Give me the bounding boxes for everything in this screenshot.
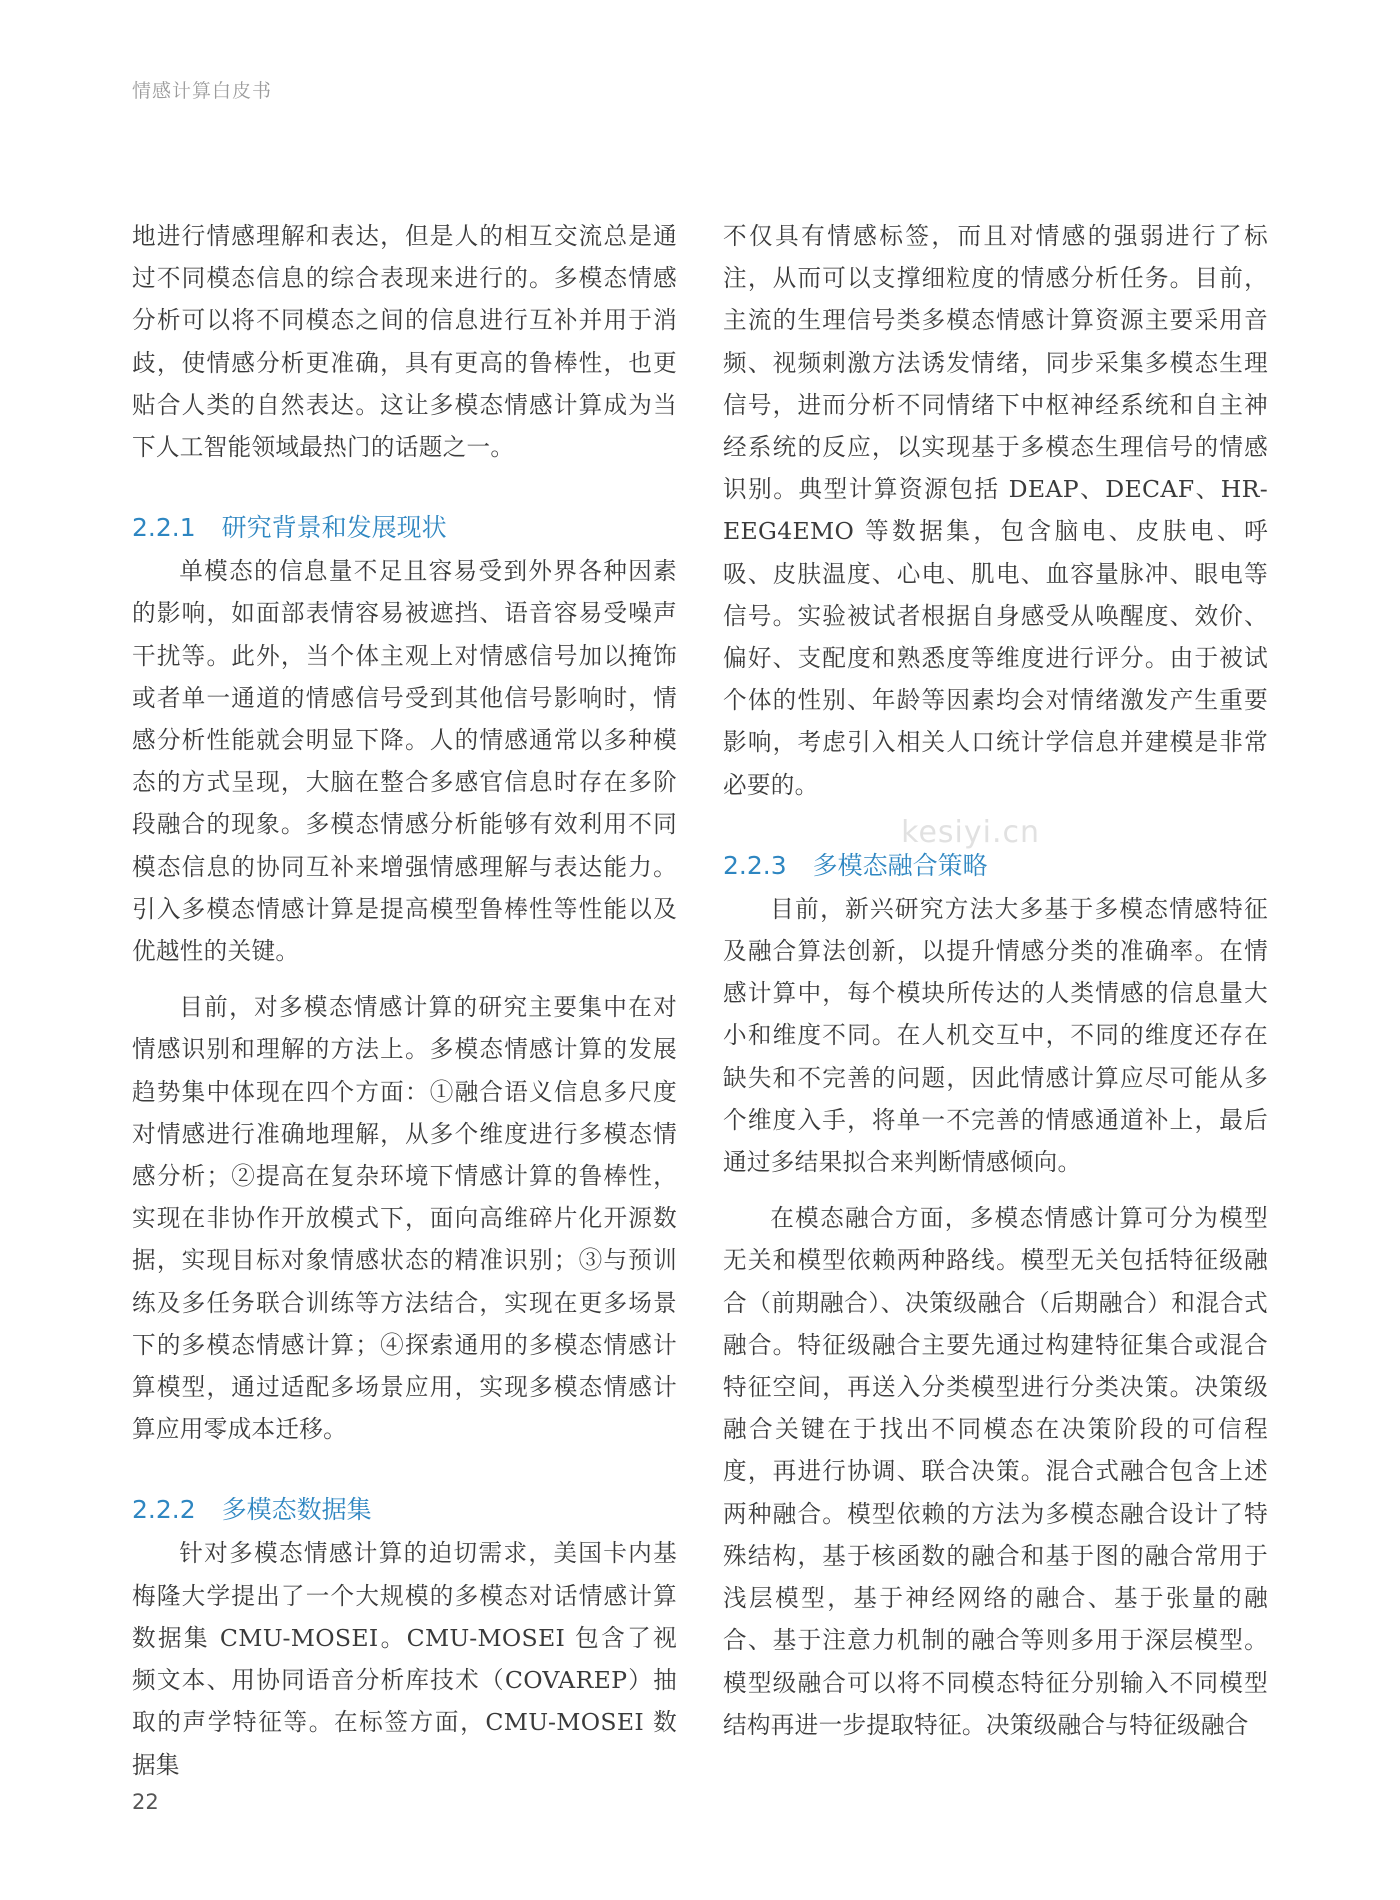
section-title: 研究背景和发展现状 (221, 513, 447, 543)
paragraph: 目前，新兴研究方法大多基于多模态情感特征及融合算法创新，以提升情感分类的准确率。在情感计算中，每个模块所传达的人类情感的信息量大小和维度不同。在人机交互中，不同的维度还存在缺失和不完善的问题，因此情感计算应尽可能从多个维度入手，将单一不完善的情感通道补上，最后通过多结果拟合来判断情感倾向。 (723, 894, 1268, 1177)
paragraph: 不仅具有情感标签，而且对情感的强弱进行了标注，从而可以支撑细粒度的情感分析任务。目前，主流的生理信号类多模态情感计算资源主要采用音频、视频刺激方法诱发情绪，同步采集多模态生理信号，进而分析不同情绪下中枢神经系统和自主神经系统的反应，以实现基于多模态生理信号的情感识别。典型计算资源包括 DEAP、DECAF、HR-EEG4EMO 等数据集，包含脑电、皮肤电、呼吸、皮肤温度、心电、肌电、血容量脉冲、眼电等信号。实验被试者根据自身感受从唤醒度、效价、偏好、支配度和熟悉度等维度进行评分。由于被试个体的性别、年龄等因素均会对情绪激发产生重要影响，考虑引入相关人口统计学信息并建模是非常必要的。 (723, 222, 1268, 799)
paragraph: 在模态融合方面，多模态情感计算可分为模型无关和模型依赖两种路线。模型无关包括特征级融合（前期融合）、决策级融合（后期融合）和混合式融合。特征级融合主要先通过构建特征集合或混合特征空间，再送入分类模型进行分类决策。决策级融合关键在于找出不同模态在决策阶段的可信程度，再进行协调、联合决策。混合式融合包含上述两种融合。模型依赖的方法为多模态融合设计了特殊结构，基于核函数的融合和基于图的融合常用于浅层模型，基于神经网络的融合、基于张量的融合、基于注意力机制的融合等则多用于深层模型。模型级融合可以将不同模态特征分别输入不同模型结构再进一步提取特征。决策级融合与特征级融合 (723, 1204, 1268, 1739)
section-title: 多模态数据集 (221, 1495, 372, 1525)
section-number: 2.2.2 (132, 1495, 196, 1525)
paragraph: 针对多模态情感计算的迫切需求，美国卡内基梅隆大学提出了一个大规模的多模态对话情感计算数据集 CMU-MOSEI。CMU-MOSEI 包含了视频文本、用协同语音分析库技术（COVAREP）抽取的声学特征等。在标签方面，CMU-MOSEI 数据集 (132, 1539, 677, 1779)
section-heading-2-2-3 (723, 844, 1268, 888)
paragraph: 单模态的信息量不足且容易受到外界各种因素的影响，如面部表情容易被遮挡、语音容易受噪声干扰等。此外，当个体主观上对情感信号加以掩饰或者单一通道的情感信号受到其他信号影响时，情感分析性能就会明显下降。人的情感通常以多种模态的方式呈现，大脑在整合多感官信息时存在多阶段融合的现象。多模态情感分析能够有效利用不同模态信息的协同互补来增强情感理解与表达能力。引入多模态情感计算是提高模型鲁棒性等性能以及优越性的关键。 (132, 557, 677, 966)
section-number: 2.2.1 (132, 513, 196, 543)
section-heading-2-2-2 (132, 1488, 677, 1532)
right-column (723, 215, 1268, 1746)
paragraph: 目前，对多模态情感计算的研究主要集中在对情感识别和理解的方法上。多模态情感计算的发展趋势集中体现在四个方面：①融合语义信息多尺度对情感进行准确地理解，从多个维度进行多模态情感分析；②提高在复杂环境下情感计算的鲁棒性，实现在非协作开放模式下，面向高维碎片化开源数据，实现目标对象情感状态的精准识别；③与预训练及多任务联合训练等方法结合，实现在更多场景下的多模态情感计算；④探索通用的多模态情感计算模型，通过适配多场景应用，实现多模态情感计算应用零成本迁移。 (132, 993, 677, 1444)
left-column (132, 215, 677, 1786)
section-number: 2.2.3 (723, 850, 787, 880)
section-heading-2-2-1 (132, 506, 677, 550)
page-number: 22 (132, 1790, 159, 1814)
section-title: 多模态融合策略 (812, 850, 988, 880)
running-header-title: 情感计算白皮书 (132, 80, 273, 102)
paragraph: 地进行情感理解和表达，但是人的相互交流总是通过不同模态信息的综合表现来进行的。多模态情感分析可以将不同模态之间的信息进行互补并用于消歧，使情感分析更准确，具有更高的鲁棒性，也更贴合人类的自然表达。这让多模态情感计算成为当下人工智能领域最热门的话题之一。 (132, 222, 677, 462)
watermark-text: kesiyi.cn (901, 815, 1040, 850)
